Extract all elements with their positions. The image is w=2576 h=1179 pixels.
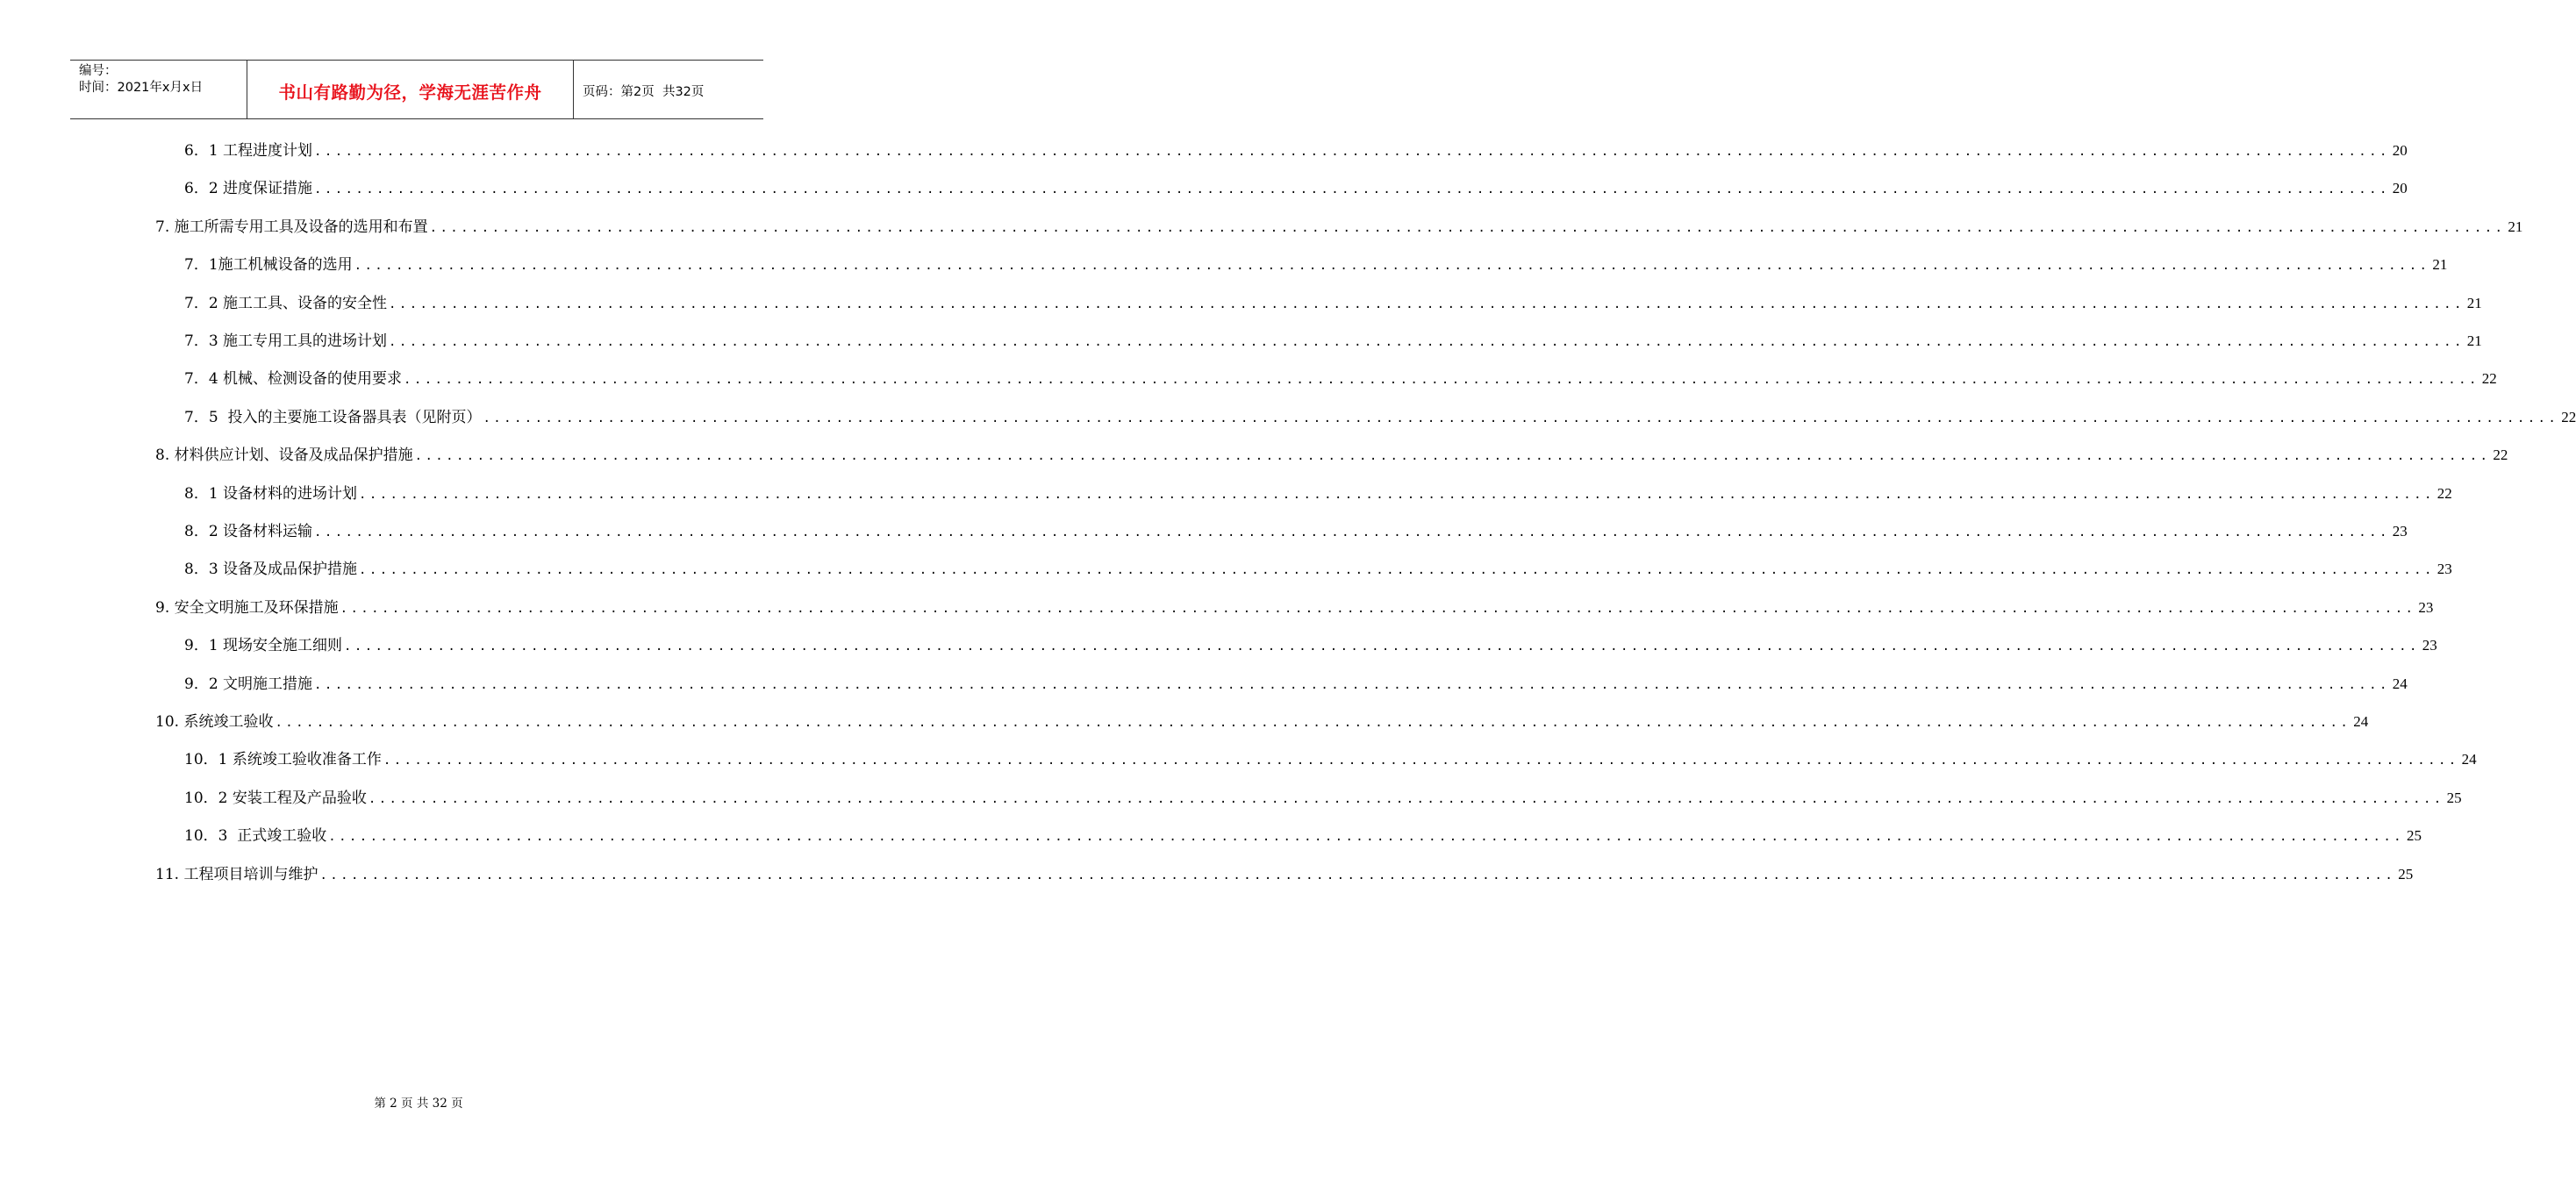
toc-entry-page: 21 <box>2508 218 2523 235</box>
toc-entry-title: 6．1 工程进度计划 <box>184 142 313 160</box>
toc-entry[interactable] <box>184 483 2452 504</box>
toc-dot-leader: ........................................................................................................................................................................................................ <box>340 601 2416 616</box>
toc-entry[interactable] <box>184 825 2422 847</box>
toc-dot-leader: ........................................................................................................................................................................................................ <box>275 716 2351 730</box>
toc-entry-page: 20 <box>2392 180 2408 197</box>
toc-entry-page: 21 <box>2432 256 2448 274</box>
page-info: 页码：第2页 共32页 <box>583 84 705 99</box>
toc-dot-leader: ........................................................................................................................................................................................................ <box>389 335 2465 349</box>
toc-entry[interactable] <box>184 521 2408 542</box>
footer-page-number: 第 2 页 共 32 页 <box>374 1097 463 1111</box>
toc-dot-leader: ........................................................................................................................................................................................................ <box>483 411 2559 425</box>
toc-entry[interactable] <box>184 140 2408 161</box>
toc-entry-title: 10．3 正式竣工验收 <box>184 827 327 846</box>
toc-dot-leader: ........................................................................................................................................................................................................ <box>314 182 2390 197</box>
toc-entry-title: 7．1施工机械设备的选用 <box>184 256 353 275</box>
header-motto-cell <box>247 61 574 118</box>
toc-dot-leader: ........................................................................................................................................................................................................ <box>404 373 2479 388</box>
toc-entry-title: 8．2 设备材料运输 <box>184 523 313 540</box>
toc-dot-leader: ........................................................................................................................................................................................................ <box>354 259 2430 274</box>
toc-entry-page: 22 <box>2561 408 2576 425</box>
toc-entry-page: 24 <box>2353 713 2369 730</box>
toc-entry[interactable] <box>184 559 2452 580</box>
toc-entry[interactable] <box>155 597 2434 618</box>
toc-entry-page: 20 <box>2392 142 2408 159</box>
code-label: 编号： <box>79 64 118 78</box>
toc-dot-leader: ........................................................................................................................................................................................................ <box>359 563 2435 578</box>
toc-entry[interactable] <box>184 178 2408 199</box>
toc-entry-page: 23 <box>2422 637 2437 654</box>
toc-entry-title: 8．1 设备材料的进场计划 <box>184 484 358 503</box>
toc-entry[interactable] <box>155 445 2508 466</box>
toc-entry-page: 25 <box>2407 827 2422 845</box>
toc-dot-leader: ........................................................................................................................................................................................................ <box>359 487 2435 502</box>
toc-entry[interactable] <box>184 368 2497 389</box>
toc-dot-leader: ........................................................................................................................................................................................................ <box>328 830 2405 845</box>
toc-entry[interactable] <box>184 407 2576 428</box>
toc-entry-page: 25 <box>2446 789 2462 806</box>
toc-entry-title: 7．4 机械、检测设备的使用要求 <box>184 370 403 389</box>
toc-entry-title: 8．3 设备及成品保护措施 <box>184 561 358 579</box>
toc-entry-page: 24 <box>2461 751 2477 768</box>
page-footer <box>0 1093 834 1111</box>
toc-entry-page: 23 <box>2392 523 2408 539</box>
toc-entry-page: 22 <box>2436 484 2452 502</box>
toc-entry-page: 21 <box>2466 294 2482 311</box>
toc-dot-leader: ........................................................................................................................................................................................................ <box>414 449 2491 464</box>
toc-entry-title: 6．2 进度保证措施 <box>184 180 313 198</box>
toc-entry-title: 10. 系统竣工验收 <box>155 713 274 731</box>
toc-dot-leader: ........................................................................................................................................................................................................ <box>314 677 2390 692</box>
toc-entry-title: 11. 工程项目培训与维护 <box>155 865 318 883</box>
toc-entry-title: 9．2 文明施工措施 <box>184 675 313 693</box>
toc-entry-page: 21 <box>2466 332 2482 349</box>
toc-entry[interactable] <box>184 749 2477 770</box>
toc-dot-leader: ........................................................................................................................................................................................................ <box>368 791 2444 806</box>
toc-entry[interactable] <box>155 864 2414 885</box>
toc-entry-title: 10．1 系统竣工验收准备工作 <box>184 751 382 769</box>
toc-entry-title: 8. 材料供应计划、设备及成品保护措施 <box>155 447 413 465</box>
toc-entry-title: 10．2 安装工程及产品验收 <box>184 789 367 807</box>
toc-entry-title: 7．2 施工工具、设备的安全性 <box>184 294 388 312</box>
time-label: 时间：2021年x月x日 <box>79 81 204 95</box>
toc-entry[interactable] <box>184 293 2482 314</box>
toc-entry[interactable] <box>184 788 2462 809</box>
motto-text: 书山有路勤为径，学海无涯苦作舟 <box>278 82 542 103</box>
toc-entry-page: 23 <box>2436 561 2452 578</box>
toc-entry-title: 7. 施工所需专用工具及设备的选用和布置 <box>155 218 428 236</box>
toc-entry-title: 7．3 施工专用工具的进场计划 <box>184 332 388 350</box>
toc-dot-leader: ........................................................................................................................................................................................................ <box>389 297 2465 311</box>
toc-entry[interactable] <box>155 711 2369 732</box>
toc-dot-leader: ........................................................................................................................................................................................................ <box>429 220 2506 235</box>
toc-entry-title: 7．5 投入的主要施工设备器具表（见附页） <box>184 408 482 426</box>
toc-entry-page: 24 <box>2392 675 2408 692</box>
toc-entry[interactable] <box>184 635 2437 656</box>
toc-dot-leader: ........................................................................................................................................................................................................ <box>314 145 2390 159</box>
header-meta-cell <box>70 61 247 118</box>
page-header <box>70 60 763 119</box>
toc-entry-page: 22 <box>2481 370 2497 388</box>
toc-entry[interactable] <box>184 674 2408 695</box>
header-page-info-cell <box>574 61 763 118</box>
toc-entry-page: 23 <box>2418 598 2434 616</box>
toc-entry-page: 25 <box>2398 865 2414 882</box>
toc-entry[interactable] <box>184 254 2448 275</box>
toc-dot-leader: ........................................................................................................................................................................................................ <box>383 754 2459 768</box>
toc-dot-leader: ........................................................................................................................................................................................................ <box>314 525 2390 539</box>
toc-entry[interactable] <box>155 217 2523 238</box>
toc-dot-leader: ........................................................................................................................................................................................................ <box>344 640 2420 654</box>
toc-dot-leader: ........................................................................................................................................................................................................ <box>319 868 2396 882</box>
toc-entry[interactable] <box>184 331 2482 352</box>
toc-entry-title: 9．1 现场安全施工细则 <box>184 637 343 655</box>
toc-entry-page: 22 <box>2493 447 2508 464</box>
toc-entry-title: 9. 安全文明施工及环保措施 <box>155 598 339 617</box>
